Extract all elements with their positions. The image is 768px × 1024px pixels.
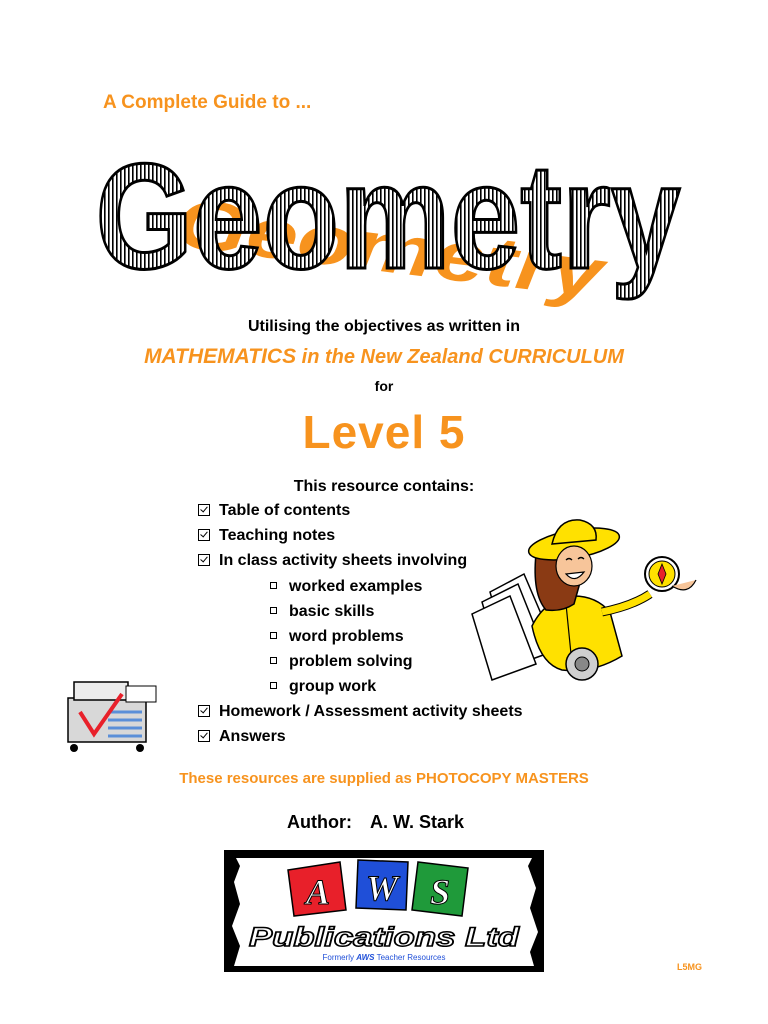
- square-bullet-icon: [270, 607, 277, 614]
- explorer-girl-illustration: [462, 514, 702, 694]
- checkbox-icon: [198, 554, 210, 566]
- aws-publications-logo: [222, 848, 546, 974]
- curriculum-line: [0, 345, 768, 369]
- sub-list-item: worked examples: [270, 578, 422, 596]
- list-item: Teaching notes: [198, 527, 335, 545]
- sub-list-item: word problems: [270, 628, 404, 646]
- logo-tagline: Formerly AWS Teacher Resources: [322, 953, 446, 962]
- author-line: [287, 812, 464, 833]
- geometry-title-text: Geometry: [95, 132, 681, 300]
- objectives-line: Utilising the objectives as written in: [247, 318, 521, 335]
- level-heading: Level 5: [302, 406, 466, 458]
- checkbox-icon: [198, 504, 210, 516]
- list-item: Table of contents: [198, 502, 350, 520]
- author-label: Author:: [287, 812, 352, 832]
- photocopy-notice: These resources are supplied as PHOTOCOPY MASTERS: [179, 770, 589, 787]
- curriculum-word: CURRICULUM: [488, 346, 624, 368]
- logo-letter-w: W: [365, 868, 399, 908]
- guide-subtitle: A Complete Guide to ...: [103, 92, 312, 113]
- logo-letter-s: S: [429, 872, 451, 912]
- product-code: L5MG: [677, 962, 703, 972]
- square-bullet-icon: [270, 582, 277, 589]
- photocopier-illustration: [60, 672, 160, 754]
- square-bullet-icon: [270, 657, 277, 664]
- list-item: Answers: [198, 728, 286, 746]
- for-label: for: [374, 378, 394, 394]
- logo-publications-name: Publications Ltd: [249, 922, 520, 952]
- geometry-title-banner: [88, 120, 688, 320]
- contents-heading: This resource contains:: [293, 478, 475, 495]
- logo-letter-a: A: [305, 872, 331, 912]
- square-bullet-icon: [270, 632, 277, 639]
- sub-list-item: basic skills: [270, 603, 374, 621]
- geometry-reflection-text: Geometry: [171, 183, 506, 301]
- sub-list-item: problem solving: [270, 653, 413, 671]
- list-item: In class activity sheets involving: [198, 552, 467, 570]
- square-bullet-icon: [270, 682, 277, 689]
- photocopy-masters-emphasis: PHOTOCOPY MASTERS: [415, 770, 589, 787]
- list-item: Homework / Assessment activity sheets: [198, 703, 523, 721]
- curriculum-mathematics: MATHEMATICS: [144, 345, 297, 368]
- checkbox-icon: [198, 705, 210, 717]
- curriculum-country: in the New Zealand: [296, 346, 489, 368]
- author-name: A. W. Stark: [369, 812, 465, 832]
- checkbox-icon: [198, 529, 210, 541]
- sub-list-item: group work: [270, 678, 376, 696]
- checkbox-icon: [198, 730, 210, 742]
